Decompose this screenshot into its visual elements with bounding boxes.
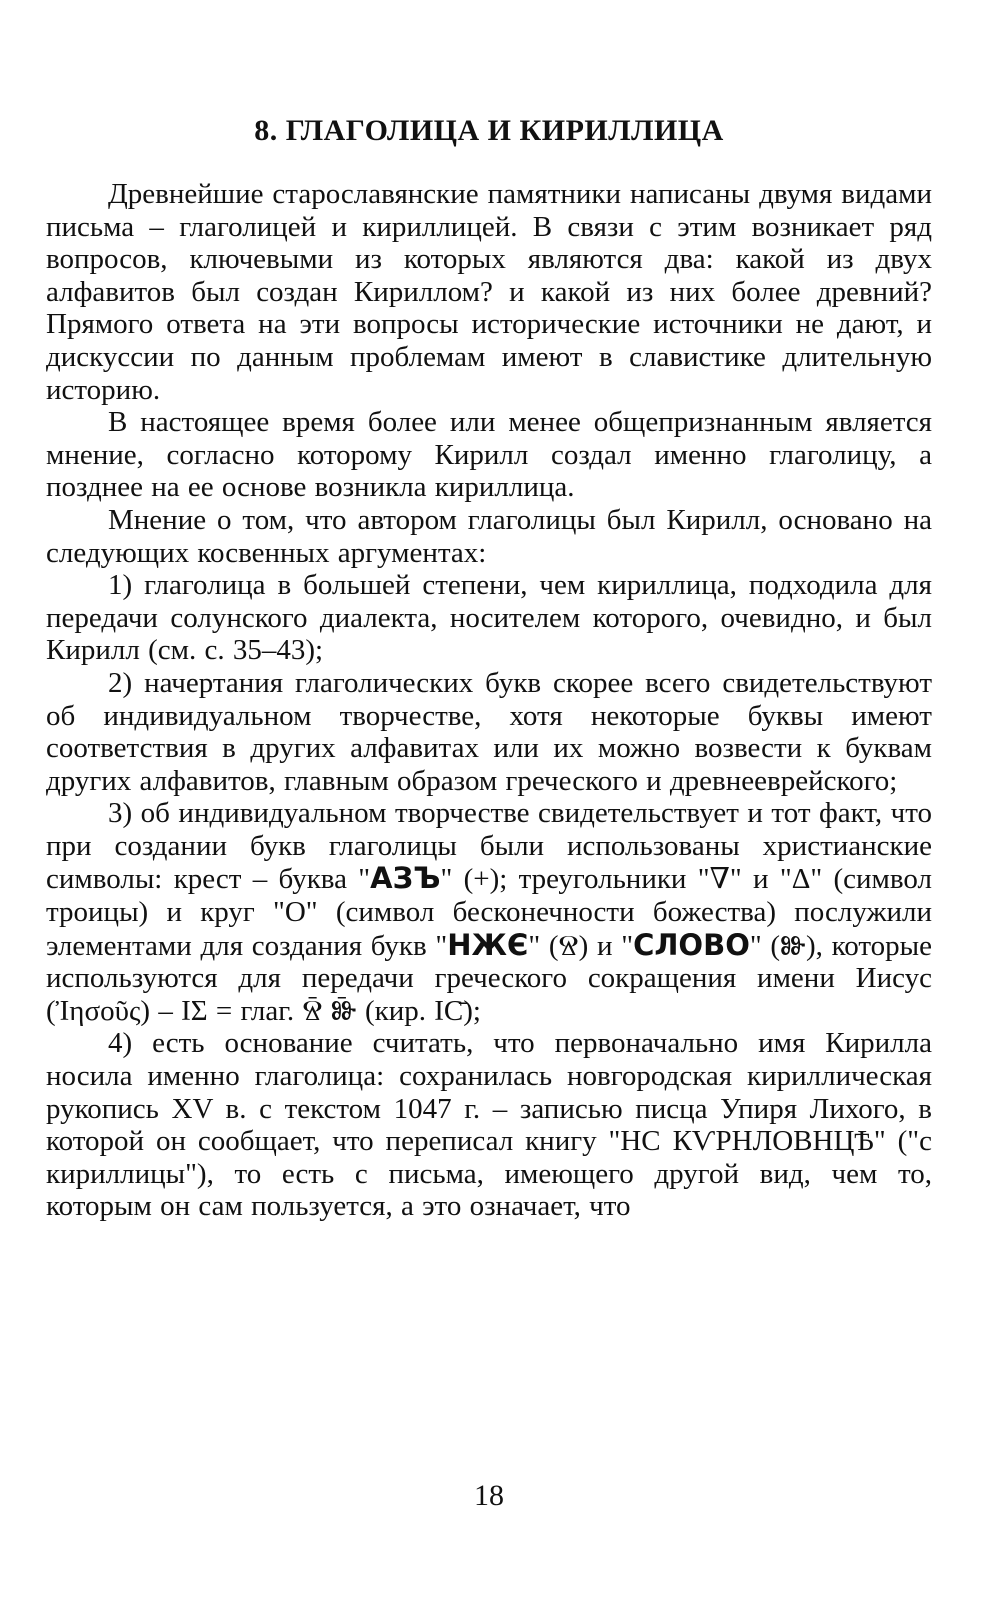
page-number: 18 — [474, 1479, 504, 1512]
chapter-title: 8. ГЛАГОЛИЦА И КИРИЛЛИЦА — [254, 114, 724, 147]
argument-item-1: 1) глаголица в большей степени, чем кириллица, подходила для передачи солунского диалекта, носителем которого, очевидно, и был Кирилл (см. с. 35–43); — [46, 569, 932, 667]
paragraph-arguments-intro: Мнение о том, что автором глаголицы был Кирилл, основано на следующих косвенных аргументах: — [46, 503, 932, 569]
argument-item-2: 2) начертания глаголических букв скорее всего свидетельствуют об индивидуальном творчестве, хотя некоторые буквы имеют соответствия в других алфавитах или их можно возвести к буквам других алфавитов, главным образом греческого и древнееврейского; — [46, 666, 932, 797]
paragraph-current-view: В настоящее время более или менее общепризнанным является мнение, согласно которому Кирилл создал именно глаголицу, а позднее на ее основе возникла кириллица. — [46, 406, 932, 504]
argument-3-text-c: " (Ⱄ) и " — [528, 929, 634, 962]
argument-item-3 — [46, 797, 932, 1027]
letter-slovo: СЛОВО — [633, 927, 750, 962]
argument-3-text-d: " (Ⱆ), которые используются для передачи греческого сокращения имени Иисус (Ἰησοῦς) – ΙΣ = глаг. Ⱄ̄ Ⱆ̄ (кир. ΙС̄); — [46, 929, 932, 1027]
letter-izhe: НЖЄ — [447, 927, 529, 962]
letter-az: АЗЪ — [370, 861, 441, 896]
argument-3-text-a: 3) об индивидуальном творчестве свидетельствует и тот факт, что при создании букв глаголицы были использованы христианские символы: крест – буква " — [46, 797, 932, 896]
argument-3-text-b: " (+); треугольники "∇" и "Δ" (символ троицы) и круг "O" (символ бесконечности божества) послужили элементами для создания букв " — [46, 863, 932, 962]
document-body — [46, 178, 932, 1223]
argument-item-4: 4) есть основание считать, что первоначально имя Кирилла носила именно глаголица: сохранилась новгородская кириллическая рукопись XV в. с текстом 1047 г. – записью писца Упиря Лихого, в которой он сообщает, что переписал книгу "НС КѴРНЛОВНЦѢ" ("с кириллицы"), то есть с письма, имеющего другой вид, чем то, которым он сам пользуется, а это означает, что — [46, 1027, 932, 1223]
paragraph-intro: Древнейшие старославянские памятники написаны двумя видами письма – глаголицей и кириллицей. В связи с этим возникает ряд вопросов, ключевыми из которых являются два: какой из двух алфавитов был создан Кириллом? и какой из них более древний? Прямого ответа на эти вопросы исторические источники не дают, и дискуссии по данным проблемам имеют в славистике длительную историю. — [46, 178, 932, 406]
